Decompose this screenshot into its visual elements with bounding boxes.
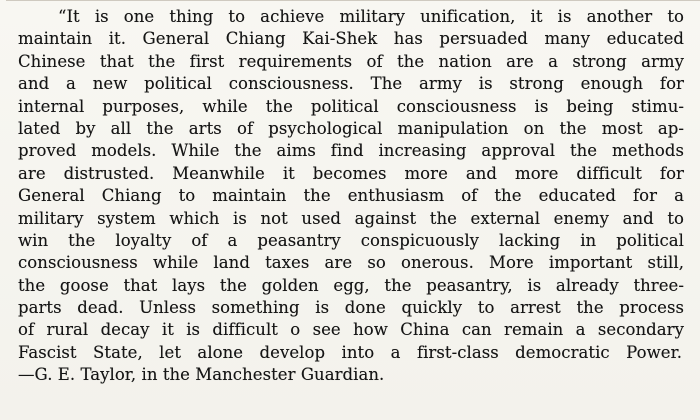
text-line-12: consciousness while land taxes are so onerous. More important still, xyxy=(18,253,684,273)
text-line-8: are distrusted. Meanwhile it becomes more and more difficult for xyxy=(18,163,684,183)
article-text xyxy=(18,6,684,387)
text-line-9: General Chiang to maintain the enthusiasm of the educated for a xyxy=(18,186,684,206)
text-line-14: parts dead. Unless something is done quickly to arrest the process xyxy=(18,298,684,318)
text-line-13: the goose that lays the golden egg, the peasantry, is already three- xyxy=(18,275,684,295)
text-line-11: win the loyalty of a peasantry conspicuously lacking in political xyxy=(18,230,684,250)
text-line-15: of rural decay it is difficult o see how China can remain a secondary xyxy=(18,320,684,340)
text-line-3: Chinese that the first requirements of the nation are a strong army xyxy=(18,51,684,71)
text-line-16: Fascist State, let alone develop into a first-class democratic Power. xyxy=(18,342,682,362)
text-line-4: and a new political consciousness. The army is strong enough for xyxy=(18,74,684,94)
text-line-2: maintain it. General Chiang Kai-Shek has persuaded many educated xyxy=(18,29,684,49)
text-line-5: internal purposes, while the political consciousness is being stimu- xyxy=(18,96,684,116)
top-rule xyxy=(6,0,700,1)
attribution-line: —G. E. Taylor, in the Manchester Guardian. xyxy=(18,365,385,385)
text-line-10: military system which is not used against the external enemy and to xyxy=(18,208,684,228)
text-line-1: “It is one thing to achieve military unification, it is another to xyxy=(58,7,684,26)
text-line-6: lated by all the arts of psychological manipulation on the most ap- xyxy=(18,118,684,138)
text-line-7: proved models. While the aims find increasing approval the methods xyxy=(18,141,684,161)
